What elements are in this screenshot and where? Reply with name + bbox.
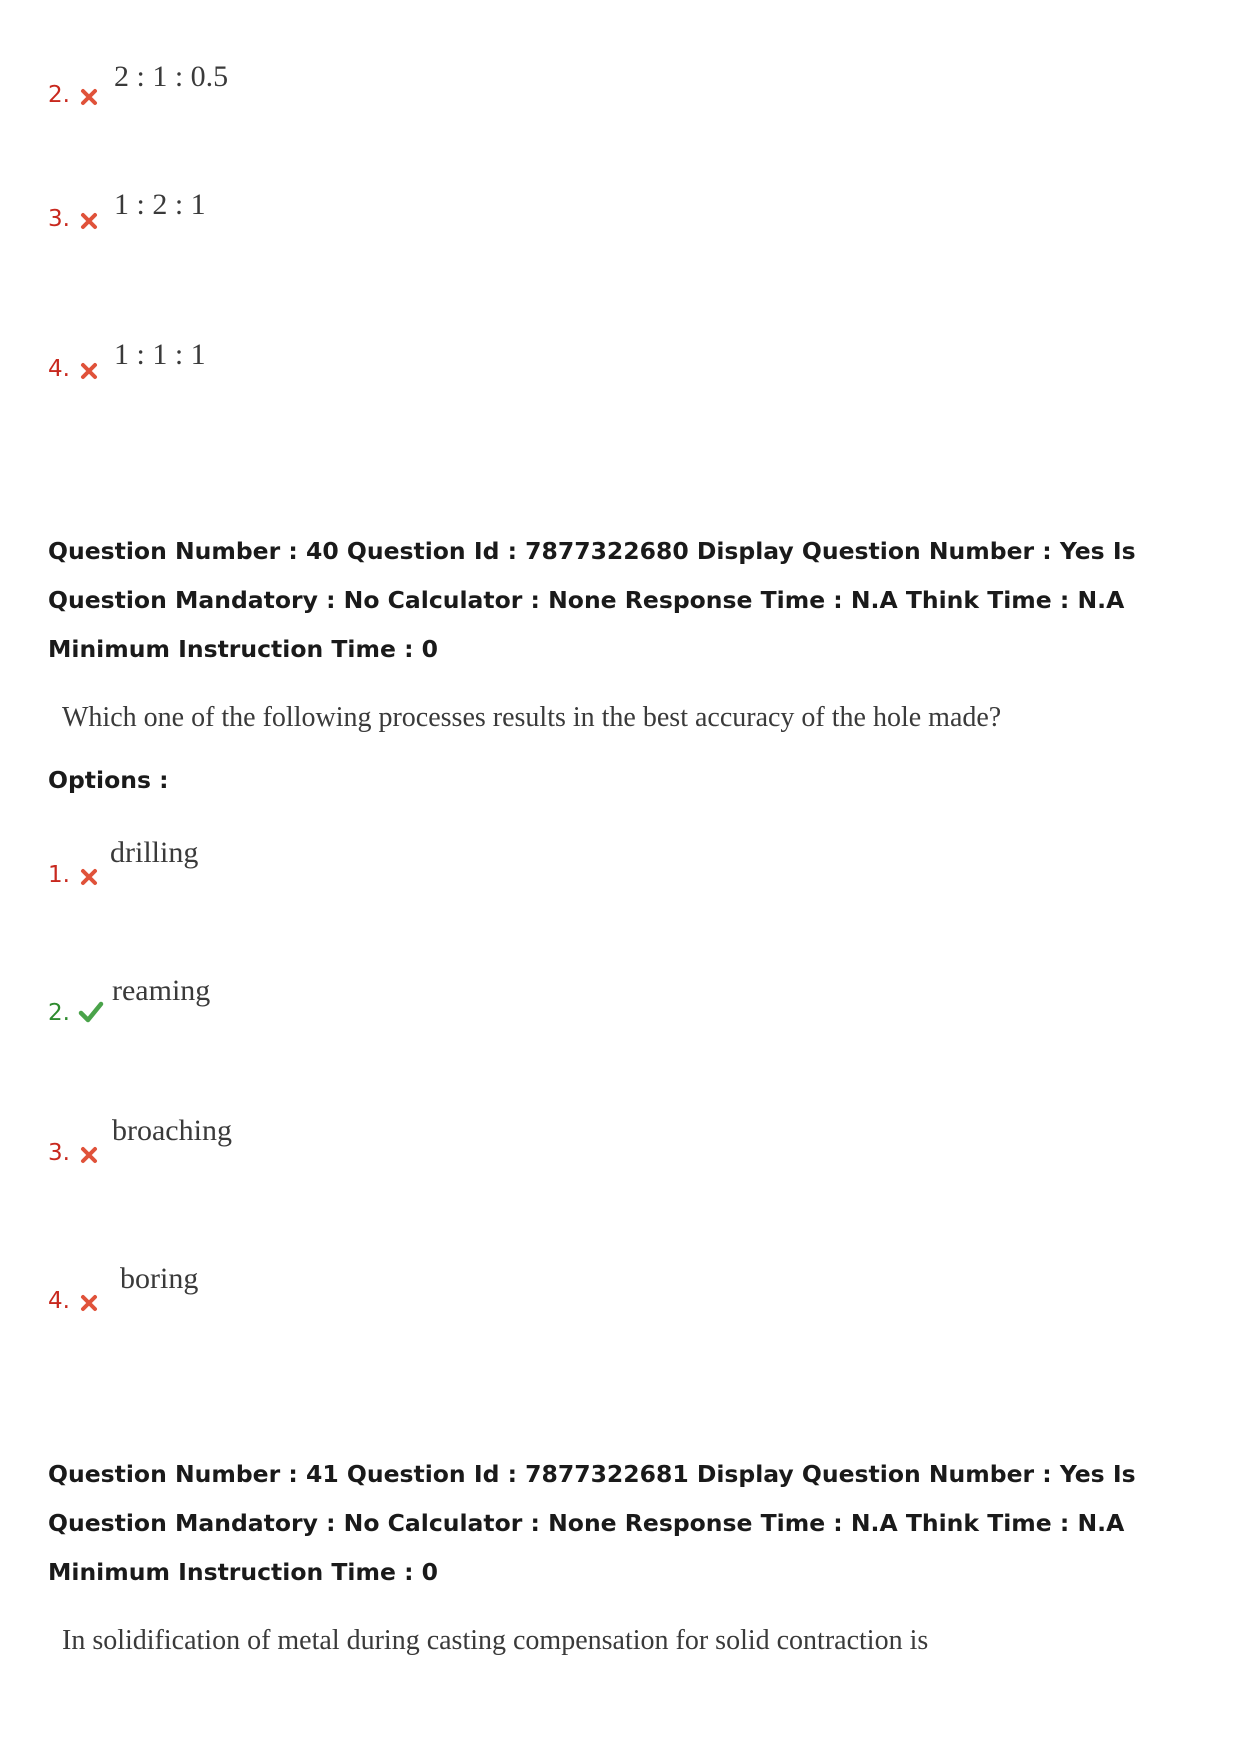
- option-number: 2.: [48, 82, 70, 108]
- options-label: Options :: [48, 766, 169, 794]
- option-text: 1 : 1 : 1: [114, 338, 206, 371]
- option-number: 4.: [48, 1288, 70, 1314]
- option-text: broaching: [112, 1114, 232, 1147]
- option-number: 2.: [48, 1000, 70, 1026]
- check-icon: [78, 1000, 104, 1024]
- cross-icon: [78, 210, 100, 232]
- cross-icon: [78, 86, 100, 108]
- option-number: 1.: [48, 862, 70, 888]
- cross-icon: [78, 1292, 100, 1314]
- option-text: 2 : 1 : 0.5: [114, 60, 229, 93]
- option-number: 3.: [48, 1140, 70, 1166]
- option-text: drilling: [110, 836, 199, 869]
- cross-icon: [78, 360, 100, 382]
- option-number: 3.: [48, 206, 70, 232]
- cross-icon: [78, 1144, 100, 1166]
- cross-icon: [78, 866, 100, 888]
- question-text: In solidification of metal during casting compensation for solid contraction is: [62, 1625, 929, 1656]
- question-meta: Question Number : 40 Question Id : 7877322680 Display Question Number : Yes Is Question Mandatory : No Calculator : None Response Time : N.A Think Time : N.A Minimum Instruction Time : 0: [48, 537, 1136, 663]
- question-meta: Question Number : 41 Question Id : 7877322681 Display Question Number : Yes Is Question Mandatory : No Calculator : None Response Time : N.A Think Time : N.A Minimum Instruction Time : 0: [48, 1460, 1136, 1586]
- question-text: Which one of the following processes results in the best accuracy of the hole made?: [62, 702, 1002, 733]
- option-text: 1 : 2 : 1: [114, 188, 206, 221]
- option-text: boring: [120, 1262, 199, 1295]
- option-number: 4.: [48, 356, 70, 382]
- option-text: reaming: [112, 974, 211, 1007]
